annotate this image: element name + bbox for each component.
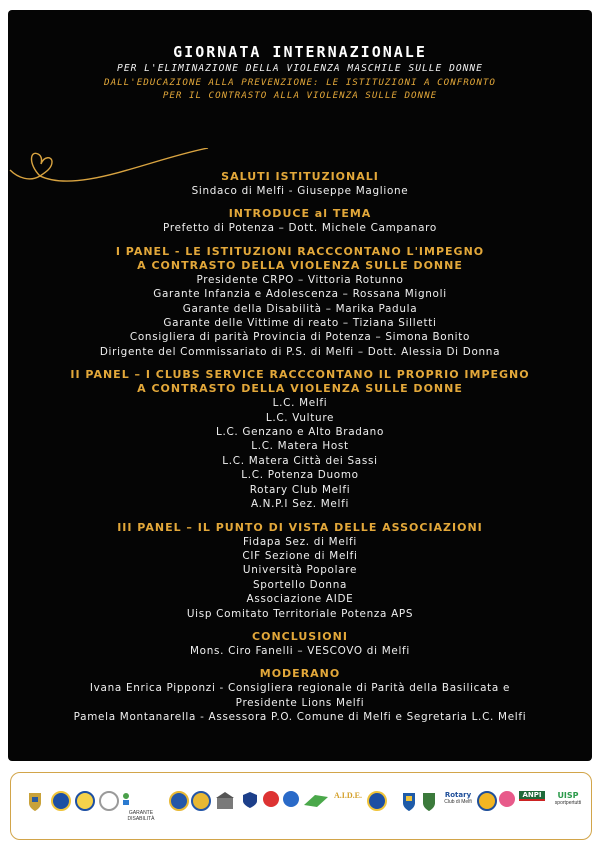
section-title-panel-1: I PANEL - LE ISTITUZIONI RACCCONTANO L'IMPEGNO [115, 244, 485, 258]
police-logo-icon [241, 791, 259, 813]
section-title-moderano: MODERANO [259, 667, 341, 681]
section-title-panel-2: II PANEL – I CLUBS SERVICE RACCCONTANO IL PROPRIO IMPEGNO [70, 368, 530, 382]
section-title-panel-2-cont: A CONTRASTO DELLA VIOLENZA SULLE DONNE [137, 382, 463, 396]
event-theme-line2: PER IL CONTRASTO ALLA VIOLENZA SULLE DONNE [162, 90, 438, 101]
coat-of-arms-logo-icon [401, 791, 417, 817]
program-line: L.C. Potenza Duomo [241, 469, 359, 482]
rotary-logo: Rotary Club di Melfi [444, 791, 472, 805]
lions-emblem-logo-icon [169, 791, 189, 811]
program-line: Presidente CRPO – Vittoria Rotunno [196, 273, 404, 286]
program-line: Fidapa Sez. di Melfi [243, 535, 357, 548]
program-line: Garante Infanzia e Adolescenza – Rossana Mignoli [153, 288, 447, 301]
region-logo-icon [263, 791, 279, 807]
event-poster [8, 10, 592, 761]
program-line: Sindaco di Melfi - Giuseppe Maglione [191, 185, 409, 197]
section-title-conclusioni: CONCLUSIONI [252, 629, 348, 643]
program-line: L.C. Matera Host [251, 440, 349, 453]
program-line: L.C. Vulture [265, 411, 335, 424]
seal-logo-icon [99, 791, 119, 811]
lions-international-logo-icon [367, 791, 387, 811]
event-title: GIORNATA INTERNAZIONALE [173, 43, 427, 61]
program-line: Presidente Lions Melfi [235, 696, 365, 709]
program-line: Ivana Enrica Pipponzi - Consigliera regionale di Parità della Basilicata e [89, 682, 511, 695]
program-line: A.N.P.I Sez. Melfi [250, 498, 350, 511]
program-line: Prefetto di Potenza – Dott. Michele Campanaro [163, 222, 437, 235]
event-subtitle: PER L'ELIMINAZIONE DELLA VIOLENZA MASCHILE SULLE DONNE [117, 63, 483, 74]
program-line: Università Popolare [242, 564, 358, 577]
aide-logo: A.I.D.E. [333, 791, 362, 800]
program-line: Dirigente del Commissariato di P.S. di Melfi – Dott. Alessia Di Donna [99, 345, 501, 358]
lions-logo-icon [51, 791, 71, 811]
section-title-saluti: SALUTI ISTITUZIONALI [221, 170, 379, 183]
program-line: L.C. Matera Città dei Sassi [222, 454, 378, 467]
anpi-logo: ANPI [519, 791, 545, 801]
program-line: Rotary Club Melfi [249, 483, 351, 496]
program-line: Pamela Montanarella - Assessora P.O. Comune di Melfi e Segretaria L.C. Melfi [73, 711, 527, 724]
program-list [8, 170, 592, 725]
association-logo-icon [283, 791, 299, 807]
program-line: L.C. Melfi [272, 397, 328, 410]
program-line: CIF Sezione di Melfi [242, 549, 358, 562]
rotary-wheel-logo-icon [477, 791, 497, 811]
lions-club-logo-icon [75, 791, 95, 811]
ribbon-logo-icon [303, 791, 329, 813]
section-title-panel-3: III PANEL – IL PUNTO DI VISTA DELLE ASSOCIAZIONI [117, 520, 483, 534]
uisp-logo: UISP sportpertutti [554, 791, 582, 806]
section-title-panel-1-cont: A CONTRASTO DELLA VIOLENZA SULLE DONNE [137, 258, 463, 272]
program-line: Consigliera di parità Provincia di Potenza – Simona Bonito [129, 331, 471, 344]
program-line: Sportello Donna [252, 578, 348, 591]
lions-emblem-2-logo-icon [191, 791, 211, 811]
poster-header [8, 42, 592, 102]
section-title-introduce: INTRODUCE al TEMA [228, 207, 372, 221]
coat-of-arms-2-logo-icon [421, 791, 437, 817]
program-line: Associazione AIDE [246, 593, 354, 606]
melfi-crest-logo-icon [27, 791, 43, 817]
program-line: Mons. Ciro Fanelli – VESCOVO di Melfi [189, 644, 410, 657]
event-theme-line1: DALL'EDUCAZIONE ALLA PREVENZIONE: LE ISTITUZIONI A CONFRONTO [104, 77, 496, 88]
program-line: Uisp Comitato Territoriale Potenza APS [186, 607, 414, 620]
sportello-donna-logo-icon [499, 791, 515, 807]
sponsor-logo-strip [10, 772, 592, 840]
program-line: L.C. Genzano e Alto Bradano [215, 426, 385, 439]
garante-disabilita-logo: GARANTE DISABILITÀ [119, 791, 163, 822]
program-line: Garante della Disabilità – Marika Padula [182, 302, 418, 315]
program-line: Garante delle Vittime di reato – Tiziana Silletti [163, 317, 437, 330]
institution-logo-icon [216, 791, 234, 815]
